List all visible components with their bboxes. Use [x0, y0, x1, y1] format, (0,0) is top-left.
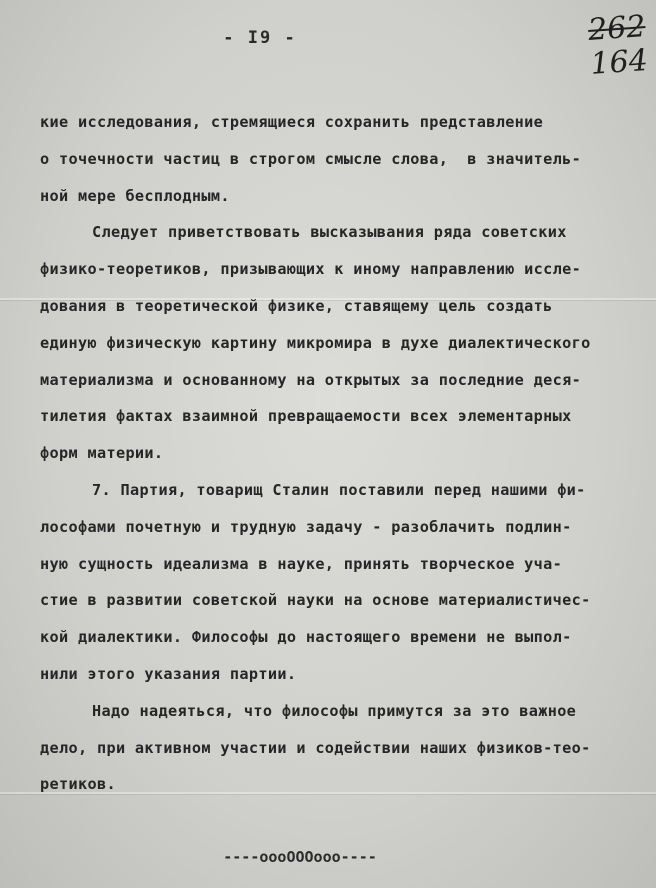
- text-line: о точечности частиц в строгом смысле слова, в значитель-: [40, 149, 582, 168]
- text-line: стие в развитии советской науки на основе материалистичес-: [40, 591, 591, 610]
- archive-folio-number: [583, 10, 654, 82]
- text-line: лософами почетную и трудную задачу - разоблачить подлин-: [40, 517, 572, 536]
- text-line: физико-теоретиков, призывающих к иному направлению иссле-: [40, 260, 582, 279]
- page-number: - I9 -: [223, 28, 297, 48]
- text-line: кой диалектики. Философы до настоящего времени не выпол-: [40, 628, 572, 647]
- text-line: материализма и основанному на открытых за последние деся-: [40, 370, 582, 389]
- text-line: Надо надеяться, что философы примутся за это важное: [92, 701, 577, 720]
- text-line: кие исследования, стремящиеся сохранить представление: [40, 113, 544, 131]
- text-line: нили этого указания партии.: [40, 664, 297, 683]
- body-text: [40, 104, 652, 803]
- text-line: дело, при активном участии и содействии наших физиков-тео-: [40, 738, 591, 757]
- end-of-text-mark: ----oooOOOooo----: [223, 848, 377, 866]
- text-line: единую физическую картину микромира в духе диалектического: [40, 333, 591, 352]
- text-line: ной мере бесплодным.: [40, 186, 230, 205]
- text-line: ную сущность идеализма в науке, принять творческое уча-: [40, 554, 563, 573]
- text-line: ретиков.: [40, 775, 116, 794]
- text-line: форм материи.: [40, 444, 164, 463]
- crossed-folio-number: 262: [586, 9, 647, 48]
- text-line: 7. Партия, товарищ Сталин поставили перед нашими фи-: [92, 480, 586, 499]
- text-line: Следует приветствовать высказывания ряда советских: [92, 223, 567, 242]
- text-line: дования в теоретической физике, ставящему цель создать: [40, 296, 553, 315]
- current-folio-number: 164: [589, 43, 649, 82]
- text-line: тилетия фактах взаимной превращаемости всех элементарных: [40, 407, 572, 426]
